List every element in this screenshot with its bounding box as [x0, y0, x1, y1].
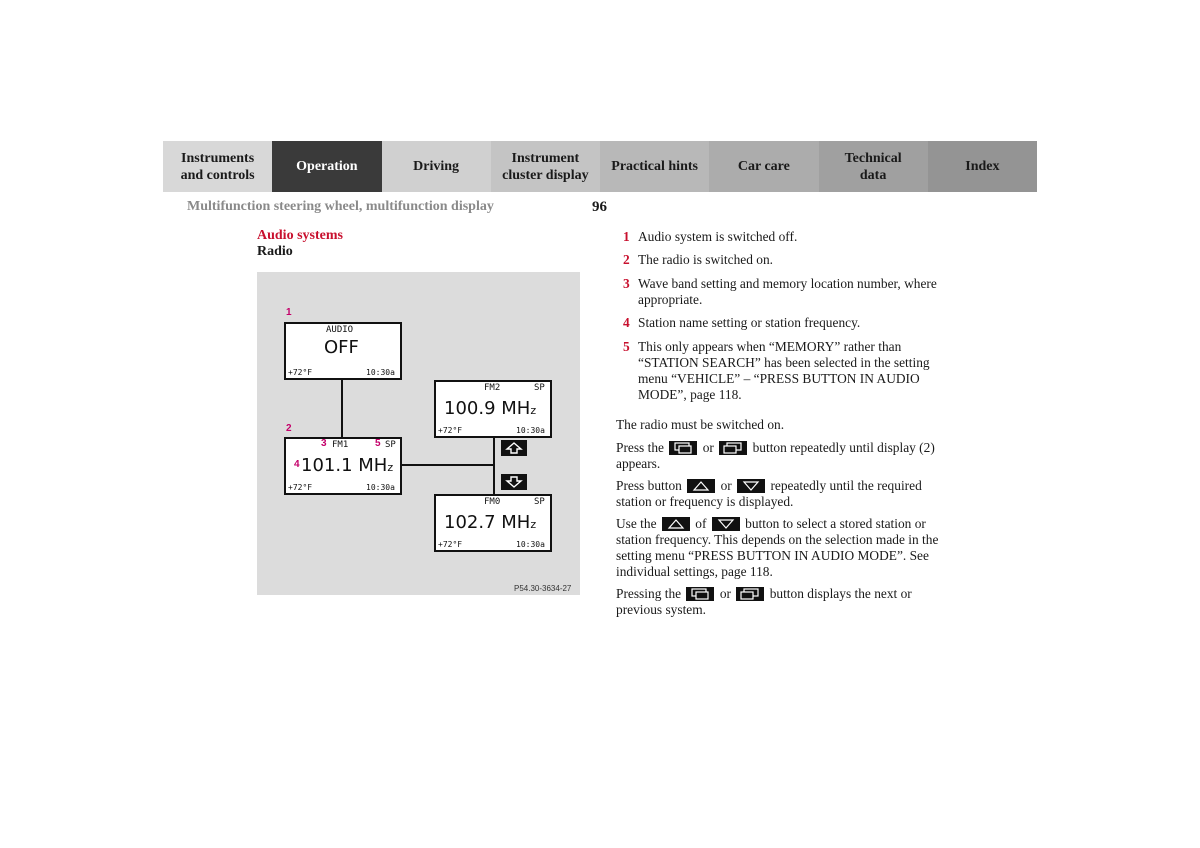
arrow-up-icon — [662, 517, 690, 531]
section-nav — [163, 141, 1037, 192]
display-time: 10:30a — [516, 540, 545, 549]
callout-3: 3 — [321, 438, 327, 449]
list-item: 1 Audio system is switched off. — [623, 229, 798, 244]
page-number: 96 — [592, 199, 607, 215]
display-sp: SP — [385, 440, 396, 450]
display-fm1 — [284, 437, 402, 495]
arrow-up-icon — [501, 440, 527, 456]
list-item: 5 This only appears when “MEMORY” rather than “STATION SEARCH” has been selected in the setting menu “VEHICLE” – “PRESS BUTTON IN AUDIO MODE”, page 118. — [623, 339, 930, 402]
tab-car-care[interactable]: Car care — [709, 141, 818, 192]
paragraph: Press button or repeatedly until the required station or frequency is displayed. — [616, 478, 922, 509]
callout-4: 4 — [294, 459, 300, 470]
display-prev-button-icon — [686, 587, 714, 601]
display-band: FM1 — [332, 440, 349, 450]
paragraph: Press the or button repeatedly until display (2) appears. — [616, 440, 935, 471]
display-frequency: 102.7 MHz — [444, 512, 537, 533]
tab-driving[interactable]: Driving — [382, 141, 491, 192]
display-time: 10:30a — [366, 368, 395, 377]
display-fm2 — [434, 380, 552, 438]
tab-index[interactable]: Index — [928, 141, 1037, 192]
display-temp: +72°F — [438, 540, 463, 549]
section-title: Audio systems — [257, 228, 343, 243]
arrow-down-icon — [712, 517, 740, 531]
connector-line — [341, 379, 343, 437]
list-item: 3 Wave band setting and memory location number, where appropriate. — [623, 276, 937, 307]
display-next-button-icon — [719, 441, 747, 455]
display-time: 10:30a — [366, 483, 395, 492]
tab-operation[interactable]: Operation — [272, 141, 381, 192]
display-temp: +72°F — [288, 483, 313, 492]
display-value: OFF — [324, 337, 359, 358]
tab-instruments-and-controls[interactable]: Instruments and controls — [163, 141, 272, 192]
display-prev-button-icon — [669, 441, 697, 455]
display-frequency: 100.9 MHz — [444, 398, 537, 419]
list-item: 2 The radio is switched on. — [623, 252, 773, 267]
paragraph: The radio must be switched on. — [616, 417, 785, 432]
section-subtitle: Radio — [257, 244, 293, 259]
connector-line — [493, 438, 495, 494]
display-audio-off — [284, 322, 402, 380]
display-band: FM2 — [484, 383, 501, 393]
callout-5: 5 — [375, 438, 381, 449]
display-temp: +72°F — [438, 426, 463, 435]
display-next-button-icon — [736, 587, 764, 601]
tab-instrument-cluster-display[interactable]: Instrument cluster display — [491, 141, 600, 192]
arrow-down-icon — [501, 474, 527, 490]
arrow-down-icon — [737, 479, 765, 493]
callout-1: 1 — [286, 307, 292, 318]
tab-practical-hints[interactable]: Practical hints — [600, 141, 709, 192]
tab-technical-data[interactable]: Technical data — [819, 141, 928, 192]
paragraph: Use the of button to select a stored station or station frequency. This depends on the selection made in the setting menu “PRESS BUTTON IN AUDIO MODE”. See individual settings, page 118. — [616, 516, 939, 579]
display-sp: SP — [534, 497, 545, 507]
paragraph: Pressing the or button displays the next or previous system. — [616, 586, 912, 617]
display-fm0 — [434, 494, 552, 552]
list-item: 4 Station name setting or station frequency. — [623, 315, 861, 330]
connector-line — [400, 464, 494, 466]
figure-reference: P54.30-3634-27 — [514, 584, 572, 593]
display-sp: SP — [534, 383, 545, 393]
display-band: FM0 — [484, 497, 501, 507]
display-temp: +72°F — [288, 368, 313, 377]
display-time: 10:30a — [516, 426, 545, 435]
callout-2: 2 — [286, 423, 292, 434]
display-frequency: 101.1 MHz — [301, 455, 394, 476]
display-label: AUDIO — [326, 325, 354, 335]
running-header-title: Multifunction steering wheel, multifunction display — [187, 199, 494, 214]
arrow-up-icon — [687, 479, 715, 493]
